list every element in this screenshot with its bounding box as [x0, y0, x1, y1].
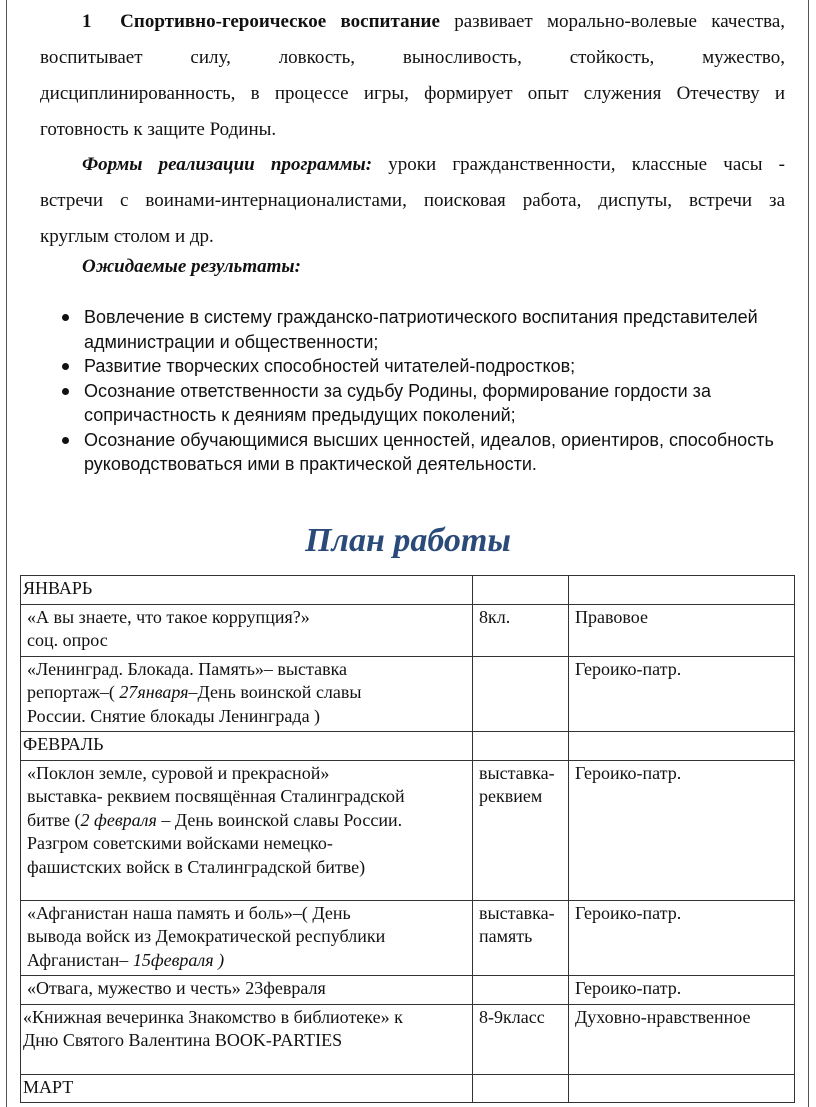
table-cell [473, 576, 569, 605]
section-title: Спортивно-героическое воспитание [120, 11, 440, 32]
audience-cell [473, 760, 569, 900]
table-cell [569, 732, 795, 761]
event-text: России. Снятие блокады Ленинграда ) [27, 705, 321, 726]
direction-cell: Правовое [569, 604, 795, 656]
event-date: 15февраля ) [132, 949, 225, 970]
audience-text: память [479, 926, 533, 946]
list-item-text: Развитие творческих способностей читателей-подростков; [84, 356, 576, 376]
event-date: 27января [119, 682, 189, 702]
event-text: –День воинской славы [188, 682, 362, 702]
event-title: «А вы знаете, что такое коррупция?» [27, 606, 310, 627]
forms-label: Формы реализации программы: [82, 154, 373, 175]
bullet-icon [62, 314, 69, 321]
table-row [21, 604, 795, 656]
direction-cell: Духовно-нравственное [569, 1004, 795, 1074]
direction-cell: Героико-патр. [569, 760, 795, 900]
expected-results-list [60, 305, 790, 477]
table-cell [473, 732, 569, 761]
event-title: «Ленинград. Блокада. Память»– выставка [27, 658, 348, 679]
event-type: соц. опрос [27, 630, 108, 650]
audience-cell: 8-9класс [473, 1004, 569, 1074]
event-text: вывода войск из Демократической республики [27, 926, 386, 946]
table-row [21, 1004, 795, 1074]
bullet-icon [62, 363, 69, 370]
audience-cell [473, 900, 569, 976]
section-sport-heroic [40, 4, 785, 148]
event-text: репортаж–( [27, 682, 120, 702]
forms-line-2: встречи с воинами-интернационалистами, поисковая работа, диспуты, встречи за [40, 190, 785, 211]
list-item-text: Осознание ответственности за судьбу Родины, формирование гордости за сопричастность к деяниям предыдущих поколений; [84, 380, 711, 425]
audience-cell [473, 656, 569, 732]
forms-line-3: круглым столом и др. [40, 226, 214, 247]
month-february: ФЕВРАЛЬ [21, 732, 473, 761]
table-row-month [21, 1074, 795, 1103]
list-item [60, 428, 790, 477]
plan-table [20, 575, 795, 1103]
forms-line-1 [40, 147, 785, 183]
audience-cell: 8кл. [473, 604, 569, 656]
event-title: «Поклон земле, суровой и прекрасной» [27, 762, 330, 783]
expected-results-heading: Ожидаемые результаты: [82, 256, 301, 277]
section-line-2: воспитывает силу, ловкость, выносливость, стойкость, мужество, [40, 47, 785, 68]
section-number: 1 [82, 11, 92, 32]
direction-cell: Героико-патр. [569, 900, 795, 976]
table-row [21, 656, 795, 732]
event-title: «Афганистан наша память и боль»–( День [27, 902, 351, 923]
event-text: фашистских войск в Сталинградской битве) [27, 856, 366, 877]
event-cell [21, 1004, 473, 1074]
table-row [21, 760, 795, 900]
plan-title: План работы [305, 522, 511, 559]
direction-cell: Героико-патр. [569, 656, 795, 732]
event-cell [21, 656, 473, 732]
audience-text: реквием [479, 786, 543, 806]
table-cell [569, 1074, 795, 1103]
list-item-text: Вовлечение в систему гражданско-патриотического воспитания представителей администрации и общественности; [84, 307, 758, 352]
forms-text: уроки гражданственности, классные часы - [388, 154, 786, 175]
section-line-1 [40, 4, 785, 40]
table-row-month [21, 732, 795, 761]
forms-paragraph [40, 147, 785, 255]
event-text: Разгром советскими войсками немецко- [27, 833, 333, 853]
direction-cell: Героико-патр. [569, 976, 795, 1005]
table-row-month [21, 576, 795, 605]
event-text: битве ( [27, 809, 81, 830]
section-line-3: дисциплинированность, в процессе игры, формирует опыт служения Отечеству и [40, 83, 785, 104]
audience-text: выставка- [479, 902, 555, 923]
event-cell [21, 900, 473, 976]
event-text: – День воинской славы России. [156, 809, 403, 830]
list-item [60, 379, 790, 428]
month-march: МАРТ [21, 1074, 473, 1103]
month-january: ЯНВАРЬ [21, 576, 473, 605]
audience-text: выставка- [479, 762, 555, 783]
table-row [21, 900, 795, 976]
event-text: Афганистан– [27, 949, 133, 970]
event-text: Дню Святого Валентина BOOK-PARTIES [23, 1030, 343, 1050]
section-text: развивает морально-волевые качества, [454, 11, 786, 32]
event-title: «Книжная вечеринка Знакомство в библиотеке» к [23, 1006, 403, 1027]
event-text: выставка- реквием посвящённая Сталинградской [27, 786, 405, 806]
event-date: 2 февраля [80, 809, 157, 830]
event-cell: «Отвага, мужество и честь» 23февраля [21, 976, 473, 1005]
bullet-icon [62, 437, 69, 444]
section-line-4: готовность к защите Родины. [40, 119, 277, 140]
list-item [60, 305, 790, 354]
event-cell [21, 760, 473, 900]
list-item-text: Осознание обучающимися высших ценностей, идеалов, ориентиров, способность руководствоваться ими в практической деятельности. [84, 429, 774, 474]
bullet-icon [62, 388, 69, 395]
table-row [21, 976, 795, 1005]
audience-cell [473, 976, 569, 1005]
list-item [60, 354, 790, 379]
table-cell [473, 1074, 569, 1103]
event-cell [21, 604, 473, 656]
table-cell [569, 576, 795, 605]
